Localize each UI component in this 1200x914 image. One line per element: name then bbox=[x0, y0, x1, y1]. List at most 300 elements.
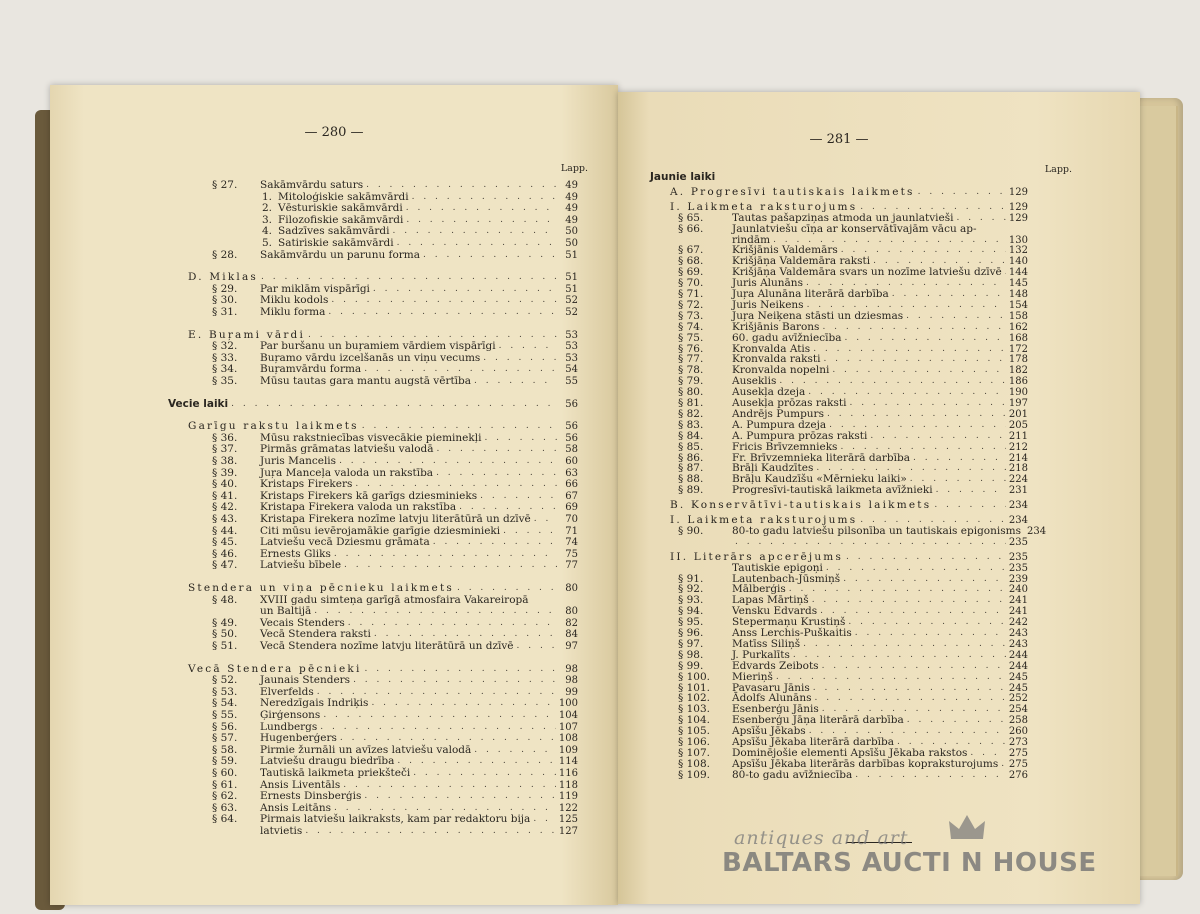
toc-page-number: 190 bbox=[1008, 387, 1028, 399]
toc-title: Filozofiskie sakāmvārdi bbox=[278, 213, 404, 226]
toc-section-number: § 52. bbox=[212, 674, 238, 687]
toc-title: Ģirģensons bbox=[260, 709, 321, 721]
toc-title: Sadzīves sakāmvārdi bbox=[278, 225, 390, 238]
toc-page-number: 118 bbox=[558, 779, 578, 791]
toc-title: Lautenbach-Jūsmiņš bbox=[732, 572, 841, 585]
toc-leader-dots bbox=[846, 552, 1006, 563]
toc-leader-dots bbox=[814, 693, 1005, 704]
toc-page-number: 98 bbox=[565, 675, 578, 687]
toc-leader-dots bbox=[936, 485, 1006, 496]
toc-leader-dots bbox=[820, 606, 1006, 617]
toc-leader-dots bbox=[343, 780, 556, 791]
toc-section-number: § 55. bbox=[212, 709, 238, 721]
toc-page-number: 56 bbox=[565, 432, 578, 444]
toc-page-number: 67 bbox=[565, 490, 578, 502]
toc-heading bbox=[168, 399, 578, 410]
toc-section-number: § 31. bbox=[212, 306, 238, 318]
toc-page-number: 241 bbox=[1008, 606, 1028, 618]
toc-section-number: § 98. bbox=[678, 648, 704, 661]
toc-title: Vecā Stendera nozīme latvju literātūrā un dzīvē bbox=[260, 640, 514, 652]
toc-entry bbox=[262, 203, 578, 214]
toc-entry bbox=[678, 409, 1028, 420]
toc-page-number: 69 bbox=[565, 502, 578, 514]
toc-entry bbox=[212, 433, 578, 444]
toc-title: Ausekļa dzeja bbox=[732, 386, 806, 399]
toc-title: Mitoloģiskie sakāmvārdi bbox=[278, 190, 409, 203]
toc-leader-dots bbox=[906, 311, 1006, 322]
toc-entry bbox=[212, 560, 578, 571]
toc-leader-dots bbox=[366, 180, 557, 191]
toc-leader-dots bbox=[397, 238, 557, 249]
toc-page-number: 52 bbox=[565, 307, 578, 318]
toc-leader-dots bbox=[822, 322, 1005, 333]
toc-section-number: § 39. bbox=[212, 466, 238, 479]
toc-page-number: 182 bbox=[1008, 365, 1028, 377]
toc-leader-dots bbox=[499, 341, 557, 352]
toc-entry bbox=[212, 514, 578, 525]
toc-leader-dots bbox=[484, 433, 557, 444]
toc-entry bbox=[212, 780, 578, 791]
toc-page-number: 224 bbox=[1008, 474, 1028, 486]
toc-leader-dots bbox=[231, 399, 557, 410]
toc-page-number: 60 bbox=[565, 456, 578, 467]
toc-leader-dots bbox=[855, 770, 1006, 781]
toc-entry bbox=[212, 376, 578, 387]
toc-page-number: 275 bbox=[1008, 747, 1028, 759]
toc-section-number: § 41. bbox=[212, 489, 238, 502]
toc-leader-dots bbox=[832, 365, 1006, 376]
toc-section-number: § 93. bbox=[678, 594, 704, 607]
toc-page-number: 235 bbox=[1008, 536, 1028, 548]
toc-title: 60. gadu avīžniecība bbox=[732, 331, 842, 344]
toc-section-number: § 101. bbox=[678, 681, 710, 694]
toc-page-number: 218 bbox=[1008, 463, 1028, 475]
toc-leader-dots bbox=[371, 698, 555, 709]
toc-page-number: 234 bbox=[1026, 525, 1047, 537]
toc-section-number: § 54. bbox=[212, 697, 238, 710]
toc-title: Brāļu Kaudzīšu «Mērnieku laiki» bbox=[732, 473, 907, 486]
toc-leader-dots bbox=[812, 595, 1006, 606]
toc-section-number: § 27. bbox=[212, 179, 238, 191]
toc-entry bbox=[212, 687, 578, 698]
toc-section-number: § 58. bbox=[212, 743, 238, 756]
toc-entry bbox=[212, 284, 578, 295]
toc-title: Pavasaru Jānis bbox=[732, 681, 810, 694]
toc-section-number: § 81. bbox=[678, 397, 704, 409]
toc-page-number: 53 bbox=[565, 352, 578, 364]
toc-page-number: 74 bbox=[565, 537, 578, 549]
toc-page-number: 97 bbox=[565, 641, 578, 652]
toc-section-number: § 87. bbox=[678, 462, 704, 475]
toc-leader-dots bbox=[827, 409, 1006, 420]
toc-leader-dots bbox=[364, 791, 556, 802]
toc-title: Par buršanu un buŗamiem vārdiem vispārīgi bbox=[260, 340, 496, 353]
toc-entry bbox=[678, 595, 1028, 606]
toc-section-number: § 84. bbox=[678, 429, 704, 442]
toc-leader-dots bbox=[803, 639, 1006, 650]
toc-title: Kristaps Firekers kā garīgs dziesminieks bbox=[260, 489, 478, 502]
toc-entry bbox=[212, 595, 578, 606]
toc-leader-dots bbox=[823, 354, 1005, 365]
toc-page-number: 235 bbox=[1008, 551, 1028, 563]
toc-entry bbox=[212, 353, 578, 364]
toc-entry bbox=[212, 537, 578, 548]
toc-entry bbox=[678, 770, 1028, 781]
toc-leader-dots bbox=[355, 479, 557, 490]
toc-leader-dots bbox=[1005, 267, 1006, 278]
toc-section-number: § 37. bbox=[212, 443, 238, 456]
toc-leader-dots bbox=[423, 250, 557, 261]
toc-page-number: 104 bbox=[558, 710, 578, 721]
toc-page-number: 254 bbox=[1008, 704, 1028, 716]
toc-page-number: 119 bbox=[558, 791, 578, 803]
watermark-logo-text: BALTARS AUCTI N HOUSE bbox=[722, 848, 1097, 878]
toc-section-number: § 47. bbox=[212, 559, 238, 572]
toc-leader-dots bbox=[483, 353, 557, 364]
lapp-header: Lapp. bbox=[560, 163, 588, 174]
toc-page-number: 100 bbox=[558, 698, 578, 710]
toc-title: Kronvalda nopelni bbox=[732, 364, 830, 377]
toc-entry bbox=[212, 733, 578, 744]
toc-leader-dots bbox=[934, 500, 1006, 511]
toc-leader-dots bbox=[776, 672, 1006, 683]
toc-entry bbox=[678, 628, 1028, 639]
toc-entry bbox=[678, 693, 1028, 704]
toc-page-number: 186 bbox=[1008, 376, 1028, 388]
toc-section-number: § 50. bbox=[212, 628, 238, 641]
toc-title: Andrējs Pumpurs bbox=[732, 407, 824, 420]
toc-leader-dots bbox=[339, 456, 557, 467]
toc-title: II. Literārs apcerējums bbox=[670, 550, 844, 563]
toc-leader-dots bbox=[334, 549, 557, 560]
toc-leader-dots bbox=[320, 722, 556, 733]
toc-section-number: § 75. bbox=[678, 331, 704, 344]
toc-section-number: 5. bbox=[262, 237, 273, 249]
toc-title: Kristapa Firekera valoda un rakstība bbox=[260, 501, 457, 514]
toc-page-number: 130 bbox=[1008, 234, 1028, 246]
toc-page-number: 84 bbox=[565, 629, 578, 641]
toc-title: Krišjānis Barons bbox=[732, 320, 820, 333]
toc-section-number: § 100. bbox=[678, 670, 710, 683]
toc-entry bbox=[212, 295, 578, 306]
toc-title: Juris Mancelis bbox=[260, 455, 337, 467]
auction-watermark bbox=[722, 803, 1122, 893]
toc-leader-dots bbox=[848, 617, 1006, 628]
toc-entry bbox=[678, 267, 1028, 278]
toc-section-number: § 88. bbox=[678, 473, 704, 486]
toc-title: Krišjāņa Valdemāra svars un nozīme latviešu dzīvē bbox=[732, 266, 1002, 279]
toc-title: Pirmie žurnāli un avīzes latviešu valodā bbox=[260, 743, 472, 756]
toc-heading bbox=[670, 187, 1028, 198]
toc-title: Elverfelds bbox=[260, 685, 314, 698]
toc-page-number: 116 bbox=[558, 768, 578, 779]
toc-page-number: 53 bbox=[565, 329, 578, 341]
toc-section-number: § 57. bbox=[212, 732, 238, 745]
toc-title: Esenberģu Jāņa literārā darbība bbox=[732, 714, 904, 727]
toc-section-number: § 66. bbox=[678, 222, 704, 235]
toc-leader-dots bbox=[406, 203, 557, 214]
toc-section-number: § 59. bbox=[212, 755, 238, 768]
toc-title: Edvards Zeibots bbox=[732, 659, 819, 672]
toc-leader-dots bbox=[813, 683, 1006, 694]
toc-page-number: 178 bbox=[1008, 354, 1028, 366]
toc-page-number: 242 bbox=[1008, 617, 1028, 629]
toc-title: Kristaps Firekers bbox=[260, 478, 353, 491]
toc-leader-dots bbox=[474, 376, 557, 387]
toc-section-number: § 60. bbox=[212, 767, 238, 779]
toc-page-number: 244 bbox=[1008, 649, 1028, 661]
toc-leader-dots bbox=[822, 661, 1006, 672]
toc-page-number: 66 bbox=[565, 479, 578, 491]
toc-section-number: § 70. bbox=[678, 277, 704, 290]
toc-page-number: 212 bbox=[1008, 441, 1028, 453]
toc-entry bbox=[212, 629, 578, 640]
toc-heading bbox=[670, 552, 1028, 563]
toc-section-number: § 62. bbox=[212, 790, 238, 803]
toc-entry bbox=[212, 456, 578, 467]
toc-leader-dots bbox=[793, 650, 1006, 661]
toc-title: Garīgu rakstu laikmets bbox=[188, 420, 359, 433]
toc-leader-dots bbox=[436, 468, 557, 479]
toc-title: Lapas Mārtiņš bbox=[732, 594, 809, 607]
toc-page-number: 243 bbox=[1008, 628, 1028, 639]
toc-leader-dots bbox=[1001, 759, 1006, 770]
toc-leader-dots bbox=[843, 574, 1006, 585]
toc-page-number: 241 bbox=[1008, 595, 1028, 607]
toc-leader-dots bbox=[406, 215, 557, 226]
toc-title: Vēsturiskie sakāmvārdi bbox=[278, 202, 403, 215]
toc-leader-dots bbox=[503, 526, 557, 537]
toc-heading bbox=[188, 330, 578, 341]
toc-page-number: 148 bbox=[1008, 289, 1028, 300]
toc-entry bbox=[262, 226, 578, 237]
toc-leader-dots bbox=[534, 514, 557, 525]
toc-page-number: 56 bbox=[565, 398, 578, 410]
toc-leader-dots bbox=[913, 453, 1006, 464]
toc-entry bbox=[678, 606, 1028, 617]
toc-page-number: 70 bbox=[565, 514, 578, 525]
toc-page-number: 63 bbox=[565, 467, 578, 479]
toc-heading bbox=[188, 272, 578, 283]
toc-leader-dots bbox=[412, 192, 557, 203]
toc-section-number: 4. bbox=[262, 225, 273, 238]
toc-section-number: § 89. bbox=[678, 484, 704, 497]
toc-page-number: 109 bbox=[558, 744, 578, 756]
toc-entry bbox=[262, 192, 578, 203]
toc-page-number: 144 bbox=[1008, 267, 1028, 279]
toc-leader-dots bbox=[340, 733, 556, 744]
toc-entry bbox=[262, 215, 578, 226]
toc-title: XVIII gadu simteņa garīgā atmosfaira Vakareiropā bbox=[260, 593, 529, 606]
toc-section-number: § 72. bbox=[678, 298, 704, 311]
toc-leader-dots bbox=[474, 745, 556, 756]
toc-entry bbox=[678, 365, 1028, 376]
toc-leader-dots bbox=[437, 444, 558, 455]
toc-page-number: 50 bbox=[565, 226, 578, 238]
toc-page-number: 235 bbox=[1008, 562, 1028, 574]
toc-page-number: 252 bbox=[1008, 693, 1028, 705]
toc-page-number: 154 bbox=[1008, 299, 1028, 311]
toc-title: Vecie laiki bbox=[168, 397, 229, 410]
toc-entry bbox=[678, 584, 1028, 595]
toc-title: Juŗa Manceļa valoda un rakstība bbox=[260, 466, 434, 479]
toc-page-number: 258 bbox=[1008, 715, 1028, 727]
toc-section-number: § 103. bbox=[678, 703, 710, 716]
toc-page-number: 53 bbox=[565, 341, 578, 353]
toc-title: Latviešu bībele bbox=[260, 559, 342, 572]
toc-entry bbox=[678, 453, 1028, 464]
toc-section-number: § 92. bbox=[678, 583, 704, 596]
open-book bbox=[20, 40, 1180, 880]
toc-section-number: § 82. bbox=[678, 407, 704, 420]
toc-title: B. Konservātīvi-tautiskais laikmets bbox=[670, 499, 932, 512]
toc-section-number: § 69. bbox=[678, 266, 704, 279]
toc-page-number: 239 bbox=[1008, 573, 1028, 585]
toc-title: Dominējošie elementi Apsīšu Jēkaba rakstos bbox=[732, 746, 968, 759]
toc-page-number: 201 bbox=[1008, 408, 1028, 420]
toc-leader-dots bbox=[323, 710, 556, 721]
toc-section-number: § 104. bbox=[678, 714, 710, 727]
toc-page-number: 275 bbox=[1008, 758, 1028, 770]
toc-section-number: § 109. bbox=[678, 768, 710, 781]
watermark-tagline: antiques and art bbox=[734, 827, 909, 849]
toc-leader-dots bbox=[855, 628, 1006, 639]
toc-title: Jaunais Stenders bbox=[260, 674, 351, 687]
toc-title: Juris Alunāns bbox=[732, 277, 803, 290]
toc-page-number: 140 bbox=[1008, 256, 1028, 268]
toc-page-number: 125 bbox=[558, 814, 578, 826]
toc-page-number: 260 bbox=[1008, 726, 1028, 738]
toc-title: I. Laikmeta raksturojums bbox=[670, 200, 858, 213]
toc-entry bbox=[212, 364, 578, 375]
toc-page-number: 75 bbox=[565, 548, 578, 560]
toc-leader-dots bbox=[334, 803, 556, 814]
toc-page-number: 58 bbox=[565, 444, 578, 456]
toc-title: Hugenberģers bbox=[260, 732, 337, 745]
toc-section-number: § 48. bbox=[212, 593, 238, 606]
toc-page-number: 276 bbox=[1008, 769, 1028, 781]
crown-icon bbox=[947, 813, 987, 843]
toc-section-number: § 40. bbox=[212, 478, 238, 491]
toc-leader-dots bbox=[317, 687, 557, 698]
toc-title: Progresīvi-tautiskā laikmeta avīžnieki bbox=[732, 484, 933, 497]
toc-entry bbox=[212, 250, 578, 261]
toc-entry bbox=[212, 698, 578, 709]
toc-title: Mieriņš bbox=[732, 670, 773, 683]
toc-page-number: 51 bbox=[565, 272, 578, 284]
toc-section-number: § 97. bbox=[678, 637, 704, 650]
toc-leader-dots bbox=[305, 826, 556, 837]
toc-page-number: 205 bbox=[1008, 419, 1028, 431]
toc-leader-dots bbox=[374, 629, 557, 640]
toc-title: Stepermaņu Krustiņš bbox=[732, 616, 846, 629]
toc-page-number: 54 bbox=[565, 364, 578, 376]
toc-title: Mālberģis bbox=[732, 583, 786, 596]
toc-title: 80-to gadu avīžniecība bbox=[732, 768, 853, 781]
toc-title: Latviešu vecā Dziesmu grāmata bbox=[260, 536, 430, 549]
toc-leader-dots bbox=[353, 675, 557, 686]
toc-title: Vecais Stenders bbox=[260, 616, 345, 629]
toc-entry bbox=[678, 354, 1028, 365]
toc-title: Esenberģu Jānis bbox=[732, 703, 819, 716]
toc-page-number: 99 bbox=[565, 686, 578, 698]
toc-entry bbox=[212, 768, 578, 779]
toc-title: Par miklām vispārīgi bbox=[260, 282, 370, 295]
toc-heading bbox=[670, 500, 1028, 511]
toc-page-number: 122 bbox=[558, 802, 578, 814]
toc-title: Apsīšu Jēkabs bbox=[732, 725, 806, 738]
toc-title: Brāļi Kaudzītes bbox=[732, 462, 814, 475]
toc-page-number: 211 bbox=[1008, 430, 1028, 442]
toc-title: Pirmais latviešu laikraksts, kam par redaktoru bija bbox=[260, 813, 531, 826]
toc-section-number: § 35. bbox=[212, 375, 238, 387]
toc-page-number: 77 bbox=[565, 560, 578, 572]
toc-leader-dots bbox=[517, 641, 557, 652]
toc-heading bbox=[188, 583, 578, 594]
toc-section-number: § 34. bbox=[212, 363, 238, 376]
toc-title: D. Miklas bbox=[188, 271, 258, 284]
toc-page-number: 162 bbox=[1008, 321, 1028, 333]
toc-title: Kronvalda raksti bbox=[732, 353, 821, 366]
toc-page-number: 80 bbox=[565, 606, 578, 618]
toc-leader-dots bbox=[918, 187, 1006, 198]
toc-page-number: 243 bbox=[1008, 638, 1028, 650]
toc-title: Latviešu draugu biedrība bbox=[260, 755, 395, 768]
toc-section-number: § 32. bbox=[212, 340, 238, 353]
toc-entry bbox=[212, 491, 578, 502]
toc-entry bbox=[212, 814, 578, 825]
toc-section-number: § 79. bbox=[678, 375, 704, 388]
toc-title: Auseklis bbox=[732, 375, 777, 388]
right-page bbox=[618, 92, 1140, 904]
toc-title: Ernests Dinsberģis bbox=[260, 790, 362, 803]
toc-leader-dots bbox=[331, 295, 557, 306]
toc-section-number: § 107. bbox=[678, 746, 710, 759]
toc-entry bbox=[212, 479, 578, 490]
toc-leader-dots bbox=[365, 664, 557, 675]
toc-heading bbox=[188, 421, 578, 432]
toc-section-number: § 38. bbox=[212, 455, 238, 467]
toc-title: Sakāmvārdu saturs bbox=[260, 179, 364, 191]
toc-title: latvietis bbox=[260, 825, 303, 837]
toc-entry bbox=[678, 333, 1028, 344]
toc-entry bbox=[260, 606, 578, 617]
toc-section-number: § 36. bbox=[212, 431, 238, 444]
toc-section-number: § 102. bbox=[678, 692, 710, 705]
toc-entry bbox=[212, 675, 578, 686]
toc-leader-dots bbox=[308, 330, 557, 341]
toc-title: Miklu forma bbox=[260, 306, 326, 318]
toc-entry bbox=[212, 791, 578, 802]
toc-title: Sakāmvārdu un parunu forma bbox=[260, 248, 420, 261]
toc-page-number: 172 bbox=[1008, 343, 1028, 355]
toc-title: Jaunlatviešu cīņa ar konservātīvajām vācu ap- bbox=[732, 222, 977, 235]
toc-page-number: 50 bbox=[565, 238, 578, 249]
toc-entry bbox=[678, 224, 1028, 235]
toc-entry bbox=[678, 683, 1028, 694]
toc-leader-dots bbox=[373, 284, 557, 295]
toc-title: Vecā Stendera raksti bbox=[260, 628, 371, 641]
toc-section-number: 1. bbox=[262, 190, 273, 203]
toc-section-number: § 33. bbox=[212, 351, 238, 364]
toc-leader-dots bbox=[364, 364, 557, 375]
toc-page-number: 51 bbox=[565, 283, 578, 295]
toc-entry bbox=[678, 661, 1028, 672]
toc-title: Buŗamvārdu forma bbox=[260, 363, 362, 376]
toc-section-number: § 56. bbox=[212, 720, 238, 733]
toc-leader-dots bbox=[348, 618, 557, 629]
toc-section-number: § 28. bbox=[212, 248, 238, 261]
